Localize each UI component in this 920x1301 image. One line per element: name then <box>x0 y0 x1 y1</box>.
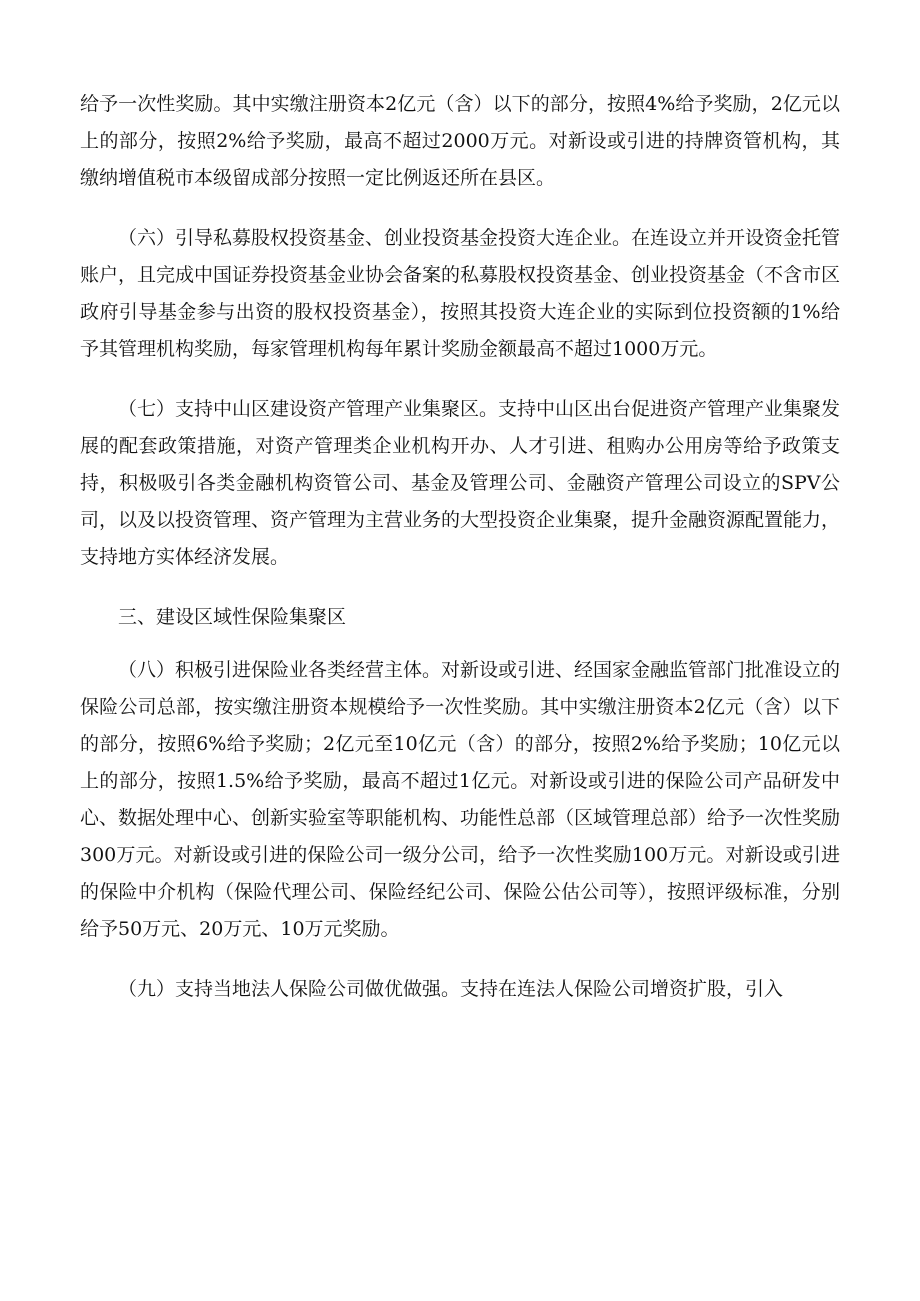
document-page <box>80 86 840 1031</box>
paragraph-item-7: （七）支持中山区建设资产管理产业集聚区。支持中山区出台促进资产管理产业集聚发展的配套政策措施，对资产管理类企业机构开办、人才引进、租购办公用房等给予政策支持，积极吸引各类金融机构资管公司、基金及管理公司、金融资产管理公司设立的SPV公司，以及以投资管理、资产管理为主营业务的大型投资企业集聚，提升金融资源配置能力，支持地方实体经济发展。 <box>80 398 841 568</box>
paragraph-item-6: （六）引导私募股权投资基金、创业投资基金投资大连企业。在连设立并开设资金托管账户，且完成中国证券投资基金业协会备案的私募股权投资基金、创业投资基金（不含市区政府引导基金参与出资的股权投资基金），按照其投资大连企业的实际到位投资额的1%给予其管理机构奖励，每家管理机构每年累计奖励金额最高不超过1000万元。 <box>80 227 841 360</box>
paragraph-item-9: （九）支持当地法人保险公司做优做强。支持在连法人保险公司增资扩股，引入 <box>118 978 784 1000</box>
section-heading: 三、建设区域性保险集聚区 <box>118 606 347 628</box>
paragraph-item-8: （八）积极引进保险业各类经营主体。对新设或引进、经国家金融监管部门批准设立的保险公司总部，按实缴注册资本规模给予一次性奖励。其中实缴注册资本2亿元（含）以下的部分，按照6%给予奖励；2亿元至10亿元（含）的部分，按照2%给予奖励；10亿元以上的部分，按照1.5%给予奖励，最高不超过1亿元。对新设或引进的保险公司产品研发中心、数据处理中心、创新实验室等职能机构、功能性总部（区域管理总部）给予一次性奖励300万元。对新设或引进的保险公司一级分公司，给予一次性奖励100万元。对新设或引进的保险中介机构（保险代理公司、保险经纪公司、保险公估公司等），按照评级标准，分别给予50万元、20万元、10万元奖励。 <box>80 659 841 940</box>
paragraph-continuation: 给予一次性奖励。其中实缴注册资本2亿元（含）以下的部分，按照4%给予奖励，2亿元以上的部分，按照2%给予奖励，最高不超过2000万元。对新设或引进的持牌资管机构，其缴纳增值税市本级留成部分按照一定比例返还所在县区。 <box>80 93 840 189</box>
